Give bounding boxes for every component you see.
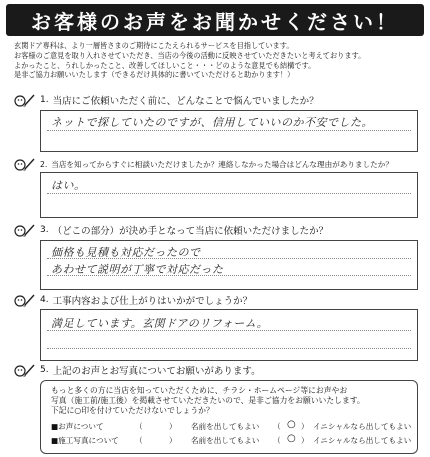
paren-close: ） — [169, 436, 177, 445]
intro-line: よかったこと、うれしかったこと、改善してほしいこと・・・どのような意見でも結構です。 — [14, 60, 316, 70]
handwritten-answer: 価格も見積も対応だったので — [51, 246, 201, 259]
row-label: ■施工写真について — [51, 436, 119, 445]
handwritten-answer: 満足しています。玄関ドアのリフォーム。 — [51, 317, 269, 330]
page-title-text: お客様のお声をお聞かせください！ — [31, 9, 399, 34]
consent-paragraph: もっと多くの方に当店を知っていただくために、チラシ・ホームページ等にお声やお — [51, 386, 348, 395]
question-4 — [14, 292, 252, 308]
question-number: 4. — [40, 295, 49, 305]
row-label: ■お声について — [51, 422, 104, 431]
question-text: （どこの部分）が決め手となって当店に依頼いただけましたか？ — [52, 226, 329, 237]
paren-open: （ — [135, 436, 143, 445]
consent-paragraph: 写真（施工前/施工後）を掲載させていただきたいので、是非ご協力をお願いいたします。 — [51, 396, 365, 405]
page-title — [6, 4, 424, 36]
handwritten-answer: ネットで探していたのですが、信用していいのか不安でした。 — [51, 116, 373, 129]
consent-row-photo — [51, 433, 412, 447]
question-number: 2. — [40, 159, 48, 169]
question-text: 当店を知ってからすぐに相談いただけましたか？連絡しなかった場合はどんな理由がありましたか？ — [51, 159, 393, 169]
paren-open: （ — [273, 422, 281, 431]
pencil-hand-icon — [14, 362, 36, 378]
paren-close: ） — [301, 422, 309, 431]
handwritten-answer: はい。 — [51, 179, 86, 192]
consent-row-voice — [51, 419, 412, 433]
pencil-hand-icon — [14, 292, 36, 308]
answer-box-3 — [40, 240, 418, 290]
handwritten-circle-mark: ○ — [287, 419, 296, 430]
intro-line: 是非ご協力お願いいたします（できるだけ具体的に書いていただけると助かります！） — [14, 70, 295, 80]
answer-box-1 — [40, 110, 418, 152]
question-text: 当店にご依頼いただく前に、どんなことで悩んでいましたか？ — [52, 96, 319, 107]
option-initial: イニシャルなら出してもよい — [313, 422, 412, 431]
paren-open: （ — [273, 436, 281, 445]
intro-text — [14, 41, 424, 80]
question-text: 上記のお声とお写真についてお願いがあります。 — [52, 366, 261, 377]
paren-open: （ — [135, 422, 143, 431]
handwritten-circle-mark: ○ — [287, 433, 296, 444]
pencil-hand-icon — [14, 156, 36, 172]
consent-box — [40, 380, 418, 454]
intro-line: お客様のご意見を取り入れさせていただき、当店の今後の活動に反映させていただきたいと考えております。 — [14, 50, 366, 60]
question-2 — [14, 156, 393, 172]
handwritten-answer: あわせて説明が丁寧で対応だった — [51, 263, 224, 276]
question-number: 1. — [40, 95, 49, 105]
question-number: 5. — [40, 365, 49, 375]
intro-line: 玄関ドア専科は、より一層皆さまのご期待にこたえられるサービスを目指しています。 — [14, 41, 294, 50]
option-name: 名前を出してもよい — [191, 422, 260, 431]
question-5 — [14, 362, 261, 378]
answer-box-2 — [40, 172, 418, 218]
question-3 — [14, 222, 328, 238]
pencil-hand-icon — [14, 222, 36, 238]
consent-paragraph: 下記に○印を付けていただけないでしょうか？ — [51, 406, 214, 415]
option-name: 名前を出してもよい — [191, 436, 260, 445]
answer-box-4 — [40, 309, 418, 361]
question-number: 3. — [40, 225, 49, 235]
paren-close: ） — [169, 422, 177, 431]
paren-close: ） — [301, 436, 309, 445]
option-initial: イニシャルなら出してもよい — [313, 436, 412, 445]
pencil-hand-icon — [14, 92, 36, 108]
question-1 — [14, 92, 319, 108]
question-text: 工事内容および仕上がりはいかがでしょうか？ — [52, 296, 253, 307]
